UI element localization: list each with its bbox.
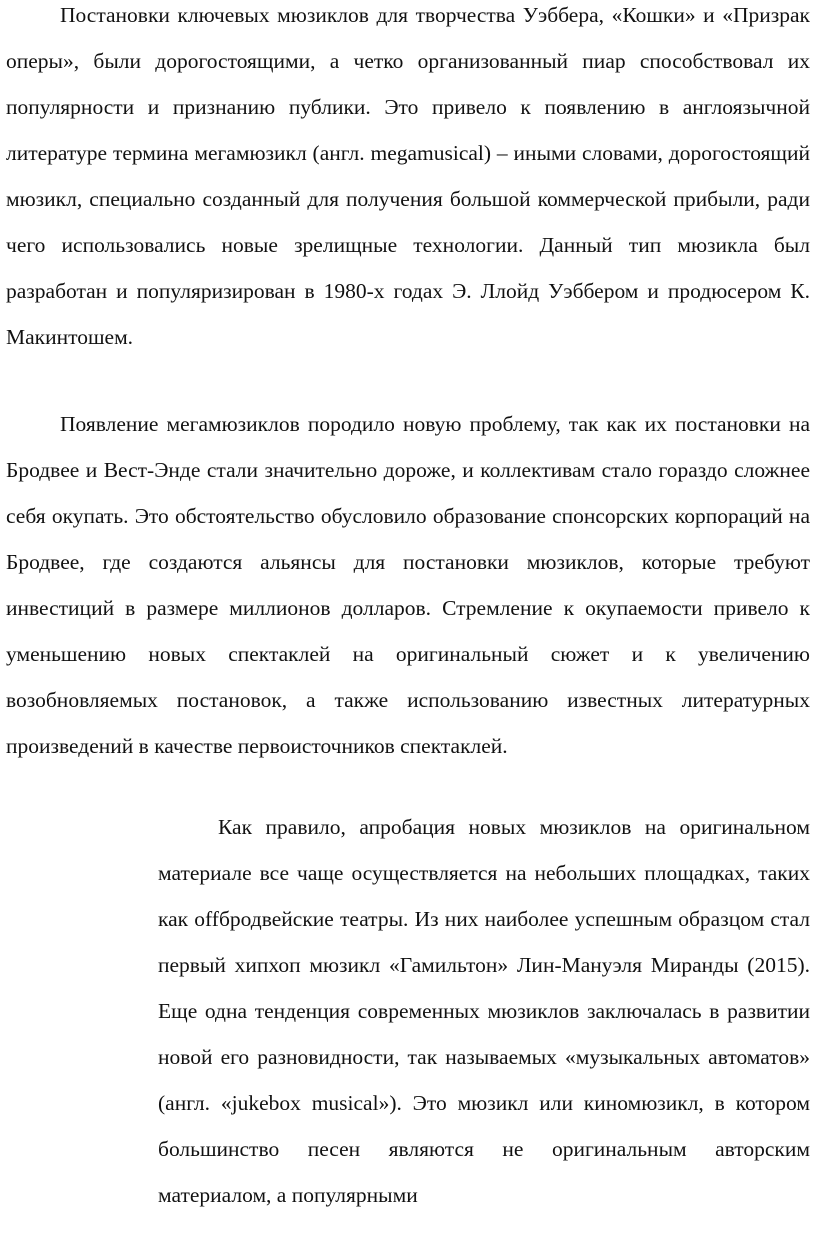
paragraph-new-trends: Как правило, апробация новых мюзиклов на оригинальном материале все чаще осуществляется на небольших площадках, таких как offбродвейские театры. Из них наиболее успешным образцом стал первый хипхоп мюзикл «Гамильтон» Лин-Мануэля Миранды (2015). Еще одна тенденция современных мюзиклов заключалась в развитии новой его разновидности, так называемых «музыкальных автоматов» (англ. «jukebox musical»). Это мюзикл или киномюзикл, в котором большинство песен являются не оригинальным авторским материалом, а популярными	[158, 815, 810, 1207]
paragraph-sponsorship-problem: Появление мегамюзиклов породило новую проблему, так как их постановки на Бродвее и Вест-Энде стали значительно дороже, и коллективам стало гораздо сложнее себя окупать. Это обстоятельство обусловило образование спонсорских корпораций на Бродвее, где создаются альянсы для постановки мюзиклов, которые требуют инвестиций в размере миллионов долларов. Стремление к окупаемости привело к уменьшению новых спектаклей на оригинальный сюжет и к увеличению возобновляемых постановок, а также использованию известных литературных произведений в качестве первоисточников спектаклей.	[6, 412, 810, 758]
paragraph-megamusical-origin: Постановки ключевых мюзиклов для творчества Уэббера, «Кошки» и «Призрак оперы», были дорогостоящими, а четко организованный пиар способствовал их популярности и признанию публики. Это привело к появлению в англоязычной литературе термина мегамюзикл (англ. megamusical) – иными словами, дорогостоящий мюзикл, специально созданный для получения большой коммерческой прибыли, ради чего использовались новые зрелищные технологии. Данный тип мюзикла был разработан и популяризирован в 1980-х годах Э. Ллойд Уэббером и продюсером К. Макинтошем.	[6, 3, 810, 349]
